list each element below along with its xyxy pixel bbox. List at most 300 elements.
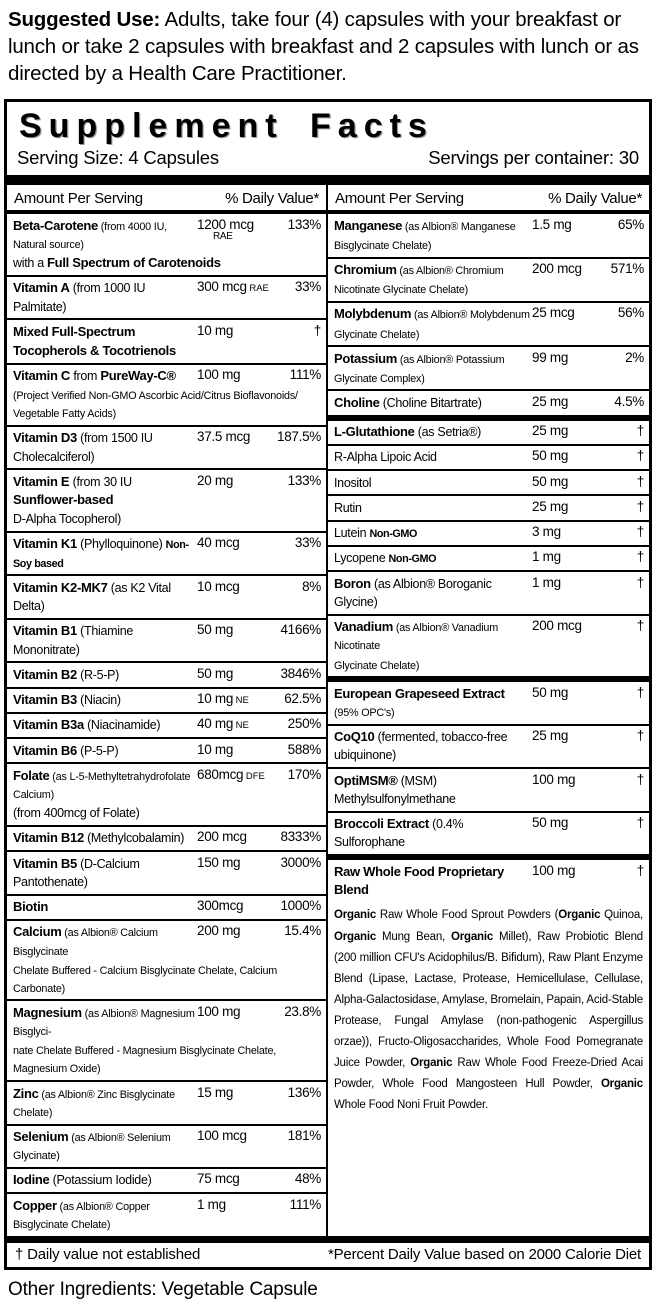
- text-segment: (as L-5-Methyltetrahydrofolate Calcium): [13, 770, 191, 802]
- nutrient-amount: 100 mg: [197, 1003, 241, 1019]
- text-segment: Organic: [334, 909, 377, 922]
- text-segment: Bisglycinate Chelate): [334, 239, 432, 252]
- nutrient-amount: 1200 mcg RAE: [197, 216, 254, 243]
- nutrient-row: [7, 896, 326, 921]
- text-segment: (Choline Bitartrate): [379, 395, 482, 410]
- nutrient-row: [328, 214, 649, 258]
- nutrient-name: [13, 1197, 197, 1233]
- text-segment: Calcium: [13, 924, 62, 940]
- nutrient-description: [334, 655, 644, 674]
- text-segment: (as Albion® Molybdenum: [411, 309, 530, 322]
- nutrient-dv: 23.8%: [284, 1003, 321, 1019]
- nutrient-row: [328, 616, 649, 683]
- nutrient-name: [334, 618, 532, 654]
- left-column-rows: [7, 214, 326, 1235]
- nutrient-name: [13, 579, 197, 615]
- left-column: [7, 185, 328, 1235]
- text-segment: PureWay-C®: [100, 368, 176, 384]
- nutrient-dv: †: [636, 423, 644, 439]
- text-segment: OptiMSM®: [334, 772, 398, 788]
- text-segment: Lycopene: [334, 551, 389, 566]
- nutrient-dv: 4166%: [280, 622, 321, 638]
- nutrient-name: [334, 685, 532, 721]
- nutrient-amount: 25 mg: [532, 728, 569, 744]
- text-segment: Biotin: [13, 899, 49, 915]
- nutrient-dv: 33%: [294, 279, 321, 295]
- blend-paragraph: [328, 901, 649, 1120]
- nutrient-row: [7, 470, 326, 533]
- nutrient-row: [328, 769, 649, 812]
- nutrient-dv: 8333%: [280, 829, 321, 845]
- text-segment: Folate: [13, 767, 50, 783]
- nutrient-amount: 25 mcg: [532, 305, 575, 321]
- text-segment: (MSM) Methylsulfonylmethane: [334, 773, 456, 806]
- nutrient-row: [328, 421, 649, 446]
- nutrient-name: [13, 666, 197, 684]
- footnote-divider-bar: [7, 1236, 649, 1243]
- nutrient-amount: 25 mg: [532, 423, 569, 439]
- right-column-header: [328, 185, 649, 210]
- nutrient-row: [328, 547, 649, 572]
- text-segment: Sunflower-based: [13, 492, 114, 508]
- nutrient-name: [334, 305, 532, 323]
- text-segment: (as Albion® Boroganic Glycine): [334, 576, 492, 609]
- text-segment: (0.4% Sulforophane: [334, 817, 464, 850]
- nutrient-amount: 20 mg: [197, 472, 234, 488]
- nutrient-amount: 100 mg: [197, 367, 241, 383]
- text-segment: (R-5-P): [76, 667, 119, 682]
- nutrient-description: [13, 509, 321, 528]
- nutrient-amount: 100 mcg: [197, 1128, 247, 1143]
- nutrient-name: [13, 279, 197, 315]
- nutrient-dv: 133%: [287, 472, 321, 488]
- nutrient-row: [7, 739, 326, 764]
- text-segment: from: [73, 369, 101, 384]
- nutrient-name: [334, 549, 532, 567]
- nutrient-row: [7, 576, 326, 619]
- nutrient-name: [334, 350, 532, 368]
- nutrient-amount: 1 mg: [532, 574, 561, 590]
- nutrient-dv: †: [636, 728, 644, 744]
- nutrient-name: [334, 575, 532, 611]
- text-segment: (as Albion® Potassium: [397, 353, 505, 366]
- nutrient-name: [13, 429, 197, 465]
- text-segment: European Grapeseed Extract: [334, 685, 505, 701]
- nutrient-dv: 33%: [294, 535, 321, 551]
- supplement-facts-panel: [4, 99, 652, 1270]
- text-segment: Broccoli Extract: [334, 816, 429, 832]
- text-segment: Chromium: [334, 262, 397, 278]
- nutrient-name: [13, 855, 197, 891]
- nutrient-amount: 1 mg: [532, 549, 561, 565]
- nutrient-row: [328, 446, 649, 471]
- nutrient-name: [13, 323, 197, 341]
- text-segment: Magnesium: [13, 1004, 82, 1020]
- amount-per-serving-header: Amount Per Serving: [335, 190, 464, 208]
- text-segment: (as Albion® Copper Bisglycinate Chelate): [13, 1200, 150, 1231]
- text-segment: Glycinate Chelate): [334, 328, 420, 341]
- nutrient-row: [328, 813, 649, 860]
- nutrient-dv: 15.4%: [284, 923, 321, 939]
- text-segment: L-Glutathione: [334, 424, 415, 440]
- nutrient-name: [334, 524, 532, 542]
- text-segment: (as Albion® Vanadium Nicotinate: [334, 622, 499, 653]
- nutrient-row: [7, 1082, 326, 1125]
- text-segment: Organic: [451, 930, 494, 943]
- nutrient-row: [328, 496, 649, 521]
- nutrient-dv: †: [636, 549, 644, 565]
- nutrient-row: [7, 852, 326, 895]
- nutrient-dv: 111%: [289, 367, 321, 383]
- nutrient-name: [334, 815, 532, 851]
- nutrient-amount: 200 mcg: [532, 261, 582, 277]
- text-segment: Vitamin B2: [13, 666, 77, 682]
- text-segment: Boron: [334, 575, 371, 591]
- nutrient-amount: 25 mg: [532, 393, 569, 409]
- nutrient-description: [13, 960, 321, 997]
- nutrient-row: [328, 471, 649, 496]
- nutrient-amount: 40 mcg: [197, 535, 240, 551]
- nutrient-name: [13, 217, 197, 253]
- text-segment: (as K2 Vital Delta): [13, 580, 171, 614]
- nutrient-row: [7, 1126, 326, 1169]
- right-column-rows: [328, 214, 649, 901]
- nutrient-row: [328, 860, 649, 901]
- nutrient-dv: †: [636, 815, 644, 831]
- text-segment: (as Albion® Magnesium Bisglyci-: [13, 1007, 195, 1039]
- nutrient-row: [7, 827, 326, 852]
- nutrient-dv: 187.5%: [277, 429, 321, 445]
- nutrient-name: [13, 691, 197, 709]
- text-segment: Inositol: [334, 475, 372, 490]
- nutrient-name: [13, 767, 197, 803]
- nutrient-description: [334, 368, 644, 387]
- nutrient-amount: 100 mg: [532, 771, 576, 787]
- nutrient-description: [334, 279, 644, 298]
- nutrient-row: [328, 259, 649, 303]
- nutrient-row: [328, 726, 649, 769]
- nutrient-description: [334, 324, 644, 343]
- nutrient-row: [328, 522, 649, 547]
- text-segment: (95% OPC's): [334, 706, 395, 719]
- nutrient-amount: 15 mg: [197, 1084, 234, 1100]
- text-segment: (Project Verified Non-GMO Ascorbic Acid/Citrus Bioflavonoids/ Vegetable Fatty Acids): [13, 390, 298, 421]
- text-segment: Vitamin B3: [13, 692, 77, 708]
- nutrient-name: [334, 499, 532, 517]
- text-segment: Raw Whole Food Freeze-Dried Acai Powder, Whole Food Mangosteen Hull Powder,: [334, 1057, 643, 1091]
- nutrient-amount: 50 mg: [197, 622, 234, 638]
- nutrient-amount: 10 mcg: [197, 578, 240, 594]
- text-segment: Choline: [334, 394, 380, 410]
- amount-per-serving-header: Amount Per Serving: [14, 190, 143, 208]
- text-segment: (from 4000 IU, Natural source): [13, 220, 167, 251]
- nutrient-dv: 571%: [610, 261, 644, 277]
- nutrient-row: [328, 347, 649, 391]
- nutrient-row: [7, 921, 326, 1002]
- text-segment: Raw Whole Food Sprout Powders (: [376, 909, 559, 922]
- nutrient-dv: 4.5%: [614, 393, 644, 409]
- nutrient-amount: 10 mg: [197, 322, 234, 338]
- daily-value-header: % Daily Value*: [225, 190, 319, 208]
- nutrient-description: [13, 803, 321, 822]
- nutrient-dv: 111%: [289, 1196, 321, 1212]
- text-segment: (as Setria®): [414, 425, 482, 440]
- nutrient-dv: 3000%: [280, 854, 321, 870]
- text-segment: (D-Calcium Pantothenate): [13, 856, 140, 889]
- nutrient-dv: 250%: [287, 716, 321, 732]
- text-segment: Vitamin B5: [13, 855, 77, 871]
- nutrient-amount: 1 mg: [197, 1196, 226, 1212]
- nutrient-row: [7, 214, 326, 277]
- suggested-use-label: Suggested Use:: [8, 8, 161, 31]
- nutrient-name: [13, 367, 197, 385]
- nutrient-description: [334, 235, 644, 254]
- footnote-row: [7, 1243, 649, 1267]
- nutrient-name: [13, 923, 197, 959]
- nutrient-dv: †: [636, 618, 644, 634]
- nutrient-name: [334, 772, 532, 808]
- nutrient-name: [334, 863, 532, 899]
- nutrient-amount: 300 mcg RAE: [197, 279, 269, 295]
- text-segment: Non-GMO: [369, 528, 418, 541]
- text-segment: Organic: [600, 1078, 643, 1091]
- text-segment: Organic: [410, 1057, 453, 1070]
- nutrient-amount: 25 mg: [532, 498, 569, 514]
- nutrient-columns: [7, 185, 649, 1235]
- nutrient-name: [13, 1085, 197, 1121]
- text-segment: Full Spectrum of Carotenoids: [47, 255, 221, 271]
- nutrient-name: [13, 535, 197, 571]
- nutrient-name: [334, 728, 532, 764]
- nutrient-dv: †: [636, 684, 644, 700]
- text-segment: (as Albion® Calcium Bisglycinate: [13, 927, 158, 958]
- text-segment: (from 1500 IU Cholecalciferol): [13, 431, 153, 464]
- nutrient-description: [13, 253, 321, 272]
- nutrient-dv: 48%: [294, 1171, 321, 1187]
- nutrient-dv: 136%: [287, 1084, 321, 1100]
- text-segment: (Thiamine Mononitrate): [13, 624, 133, 657]
- nutrient-dv: †: [636, 862, 644, 878]
- nutrient-row: [7, 689, 326, 714]
- thick-divider-bar: [7, 175, 649, 185]
- nutrient-name: [334, 448, 532, 466]
- nutrient-dv: 2%: [625, 349, 644, 365]
- nutrient-row: [7, 1001, 326, 1082]
- text-segment: R-Alpha Lipoic Acid: [334, 450, 437, 465]
- text-segment: Iodine: [13, 1172, 50, 1188]
- text-segment: Non-Soy based: [13, 539, 189, 570]
- text-segment: Vitamin E: [13, 473, 73, 489]
- nutrient-name: [13, 1004, 197, 1040]
- nutrient-dv: †: [636, 473, 644, 489]
- text-segment: (as Albion® Manganese: [402, 220, 516, 233]
- text-segment: Manganese: [334, 217, 403, 233]
- text-segment: Vitamin B1: [13, 623, 77, 639]
- nutrient-amount: 50 mg: [532, 815, 569, 831]
- nutrient-row: [7, 533, 326, 576]
- text-segment: Lutein: [334, 526, 370, 541]
- nutrient-description: [13, 385, 321, 422]
- nutrient-name: [334, 261, 532, 279]
- text-segment: Chelate Buffered - Calcium Bisglycinate Chelate, Calcium Carbonate): [13, 964, 278, 995]
- text-segment: Organic: [558, 909, 601, 922]
- nutrient-row: [328, 391, 649, 420]
- nutrient-description: [13, 1040, 321, 1077]
- text-segment: (as Albion® Selenium Glycinate): [13, 1132, 171, 1163]
- text-segment: (Niacinamide): [83, 718, 161, 733]
- nutrient-name: [13, 1128, 197, 1164]
- text-segment: Zinc: [13, 1085, 39, 1101]
- nutrient-row: [7, 620, 326, 663]
- text-segment: (as Albion® Zinc Bisglycinate Chelate): [13, 1088, 175, 1119]
- nutrient-row: [7, 1169, 326, 1194]
- footnote-dagger: † Daily value not established: [15, 1245, 201, 1263]
- nutrient-amount: 200 mg: [197, 923, 241, 939]
- nutrient-amount: 50 mg: [532, 684, 569, 700]
- nutrient-amount: 100 mg: [532, 862, 576, 878]
- nutrient-dv: 133%: [287, 216, 321, 232]
- footnote-percent: *Percent Daily Value based on 2000 Calorie Diet: [327, 1245, 641, 1263]
- nutrient-amount: 40 mg NE: [197, 716, 249, 732]
- nutrient-description: [13, 341, 321, 360]
- text-segment: Vitamin K2-MK7: [13, 579, 108, 595]
- nutrient-amount: 10 mg: [197, 741, 234, 757]
- nutrient-dv: 170%: [287, 766, 321, 782]
- nutrient-row: [7, 663, 326, 688]
- daily-value-header: % Daily Value*: [548, 190, 642, 208]
- servings-per-container: Servings per container: 30: [428, 147, 639, 169]
- right-column: [328, 185, 649, 1235]
- nutrient-name: [13, 716, 197, 734]
- serving-row: [7, 144, 649, 175]
- nutrient-row: [328, 303, 649, 347]
- nutrient-amount: 200 mcg: [197, 829, 247, 845]
- nutrient-dv: 62.5%: [284, 691, 321, 707]
- text-segment: Glycinate Chelate): [334, 659, 420, 672]
- text-segment: Vitamin A: [13, 280, 70, 296]
- text-segment: Quinoa,: [600, 909, 644, 922]
- other-ingredients: Other Ingredients: Vegetable Capsule: [8, 1278, 318, 1300]
- nutrient-amount: 50 mg: [532, 473, 569, 489]
- nutrient-dv: 181%: [287, 1128, 321, 1143]
- nutrient-amount: 50 mg: [532, 448, 569, 464]
- nutrient-name: [334, 394, 532, 412]
- text-segment: CoQ10: [334, 729, 375, 745]
- nutrient-dv: 8%: [302, 578, 321, 594]
- text-segment: (from 1000 IU Palmitate): [13, 281, 146, 314]
- nutrient-dv: 1000%: [280, 898, 321, 914]
- text-segment: Vitamin B12: [13, 830, 84, 846]
- text-segment: (Niacin): [76, 693, 121, 708]
- nutrient-row: [7, 427, 326, 470]
- text-segment: Whole Food Noni Fruit Powder.: [334, 1099, 488, 1112]
- nutrient-amount: 680mcg DFE: [197, 766, 265, 782]
- nutrient-amount: 50 mg: [197, 665, 234, 681]
- text-segment: Non-GMO: [388, 553, 437, 566]
- text-segment: D-Alpha Tocopherol): [13, 512, 122, 527]
- nutrient-dv: 65%: [617, 216, 644, 232]
- nutrient-dv: 588%: [287, 741, 321, 757]
- text-segment: Raw Whole Food Proprietary Blend: [334, 863, 504, 897]
- nutrient-name: [13, 898, 197, 916]
- text-segment: Molybdenum: [334, 306, 412, 322]
- nutrient-name: [13, 1171, 197, 1189]
- nutrient-row: [7, 320, 326, 364]
- nutrient-dv: †: [636, 448, 644, 464]
- suggested-use-paragraph: [0, 0, 656, 88]
- nutrient-dv: †: [636, 498, 644, 514]
- nutrient-amount: 200 mcg: [532, 618, 582, 634]
- nutrient-dv: 3846%: [280, 665, 321, 681]
- text-segment: Tocopherols & Tocotrienols: [13, 342, 176, 358]
- nutrient-amount: 150 mg: [197, 854, 241, 870]
- text-segment: (fermented, tobacco-free ubiquinone): [334, 730, 508, 763]
- text-segment: Mung Bean,: [376, 930, 452, 943]
- nutrient-amount: 10 mg NE: [197, 691, 249, 707]
- text-segment: Vitamin C: [13, 368, 74, 384]
- text-segment: (as Albion® Chromium: [396, 265, 504, 278]
- text-segment: (Methylcobalamin): [83, 831, 185, 846]
- text-segment: Rutin: [334, 500, 362, 515]
- text-segment: Vanadium: [334, 619, 394, 635]
- nutrient-dv: †: [636, 524, 644, 540]
- text-segment: nate Chelate Buffered - Magnesium Bisglycinate Chelate, Magnesium Oxide): [13, 1045, 277, 1076]
- nutrient-dv: 56%: [617, 305, 644, 321]
- text-segment: (Phylloquinone): [76, 537, 166, 552]
- nutrient-amount: 1.5 mg: [532, 216, 572, 232]
- nutrient-name: [13, 742, 197, 760]
- text-segment: Beta-Carotene: [13, 217, 98, 233]
- nutrient-dv: †: [636, 574, 644, 590]
- text-segment: (from 30 IU: [72, 474, 132, 489]
- nutrient-amount: 37.5 mcg: [197, 429, 251, 445]
- text-segment: with a: [13, 256, 48, 271]
- suggested-use-text: Adults, take four (4) capsules with your breakfast or lunch or take 2 capsules with breakfast and 2 capsules with lunch or as directed by a Health Care Practitioner.: [8, 8, 639, 85]
- nutrient-amount: 300mcg: [197, 898, 244, 914]
- nutrient-amount: 99 mg: [532, 349, 569, 365]
- text-segment: (Potassium Iodide): [49, 1173, 152, 1188]
- nutrient-name: [334, 217, 532, 235]
- nutrient-name: [13, 473, 197, 509]
- text-segment: (P-5-P): [76, 743, 119, 758]
- text-segment: Organic: [334, 930, 377, 943]
- nutrient-name: [334, 423, 532, 441]
- nutrient-name: [334, 474, 532, 492]
- nutrient-amount: 75 mcg: [197, 1171, 240, 1187]
- text-segment: (from 400mcg of Folate): [13, 806, 140, 821]
- nutrient-name: [13, 622, 197, 658]
- text-segment: Potassium: [334, 350, 398, 366]
- text-segment: Vitamin D3: [13, 430, 77, 446]
- text-segment: Glycinate Complex): [334, 372, 425, 385]
- text-segment: Nicotinate Glycinate Chelate): [334, 284, 469, 297]
- nutrient-row: [328, 572, 649, 615]
- text-segment: Millet), Raw Probiotic Blend (200 million CFU's Acidophilus/B. Bifidum), Raw Plant Enzyme Blend (Lipase, Lactase, Protease, Hemicellulase, Cellulase, Alpha-Galactosidase, Amylase, Bromelain, Papain, Acid-Stable Protease, Fungal Amylase (non-pathogenic Aspergillus orzae)), Fructo-Oligosaccharides, Whole Food Pomegranate Juice Powder,: [334, 930, 643, 1070]
- text-segment: Vitamin K1: [13, 536, 77, 552]
- panel-title: Supplement Facts: [19, 106, 434, 145]
- text-segment: Mixed Full-Spectrum: [13, 323, 136, 339]
- nutrient-amount: 3 mg: [532, 524, 561, 540]
- nutrient-row: [7, 764, 326, 827]
- nutrient-row: [7, 714, 326, 739]
- text-segment: Vitamin B6: [13, 742, 77, 758]
- nutrient-row: [7, 277, 326, 320]
- nutrient-dv: †: [636, 771, 644, 787]
- nutrient-dv: †: [313, 322, 321, 338]
- nutrient-row: [7, 365, 326, 427]
- text-segment: Copper: [13, 1197, 57, 1213]
- nutrient-name: [13, 829, 197, 847]
